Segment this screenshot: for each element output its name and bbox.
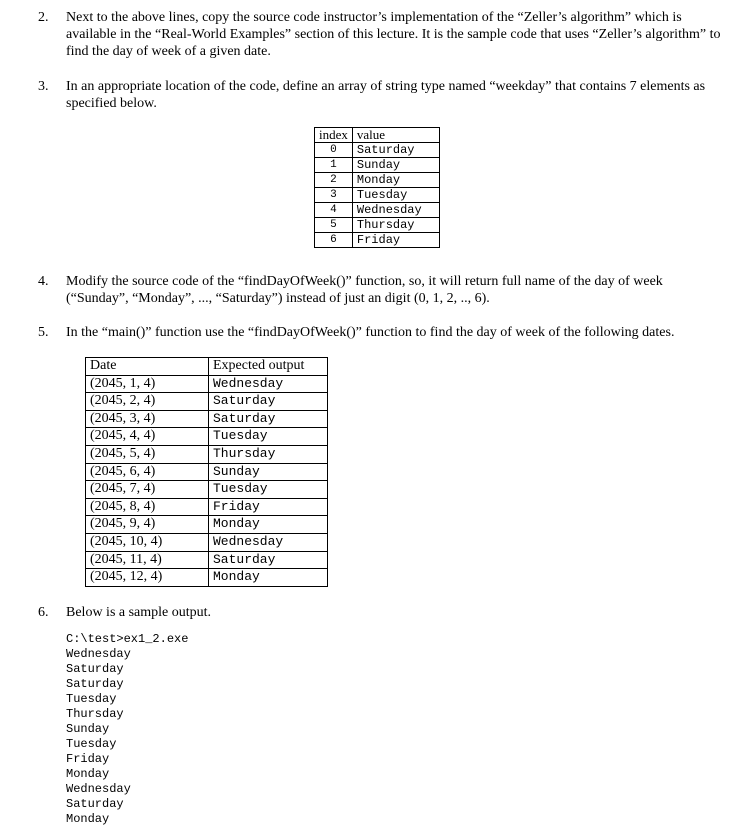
output-cell: Tuesday — [209, 481, 328, 499]
sample-output-line: Wednesday — [66, 647, 131, 661]
instruction-item-5 — [38, 324, 728, 341]
sample-output-line: Friday — [66, 752, 110, 766]
table-row — [86, 428, 328, 446]
value-cell: Sunday — [352, 158, 439, 173]
date-cell: (2045, 8, 4) — [86, 498, 209, 516]
output-cell: Saturday — [209, 393, 328, 411]
item-text: Modify the source code of the “findDayOfWeek()” function, so, it will return full name of the day of week (“Sunday”, “Monday”, ..., “Saturday”) instead of just an digit (0, 1, 2, .., 6). — [66, 274, 663, 306]
date-cell: (2045, 10, 4) — [86, 533, 209, 551]
index-cell: 4 — [315, 203, 353, 218]
index-cell: 1 — [315, 158, 353, 173]
sample-output-block — [66, 632, 188, 827]
instruction-item-6 — [38, 604, 728, 621]
index-cell: 6 — [315, 233, 353, 248]
date-cell: (2045, 9, 4) — [86, 516, 209, 534]
sample-output-line: Tuesday — [66, 737, 117, 751]
table-row — [315, 218, 440, 233]
table-row — [86, 463, 328, 481]
date-cell: (2045, 4, 4) — [86, 428, 209, 446]
output-cell: Monday — [209, 569, 328, 587]
item-text: In an appropriate location of the code, define an array of string type named “weekday” that contains 7 elements as specified below. — [66, 79, 706, 111]
item-number: 6. — [38, 605, 49, 620]
sample-output-line: Sunday — [66, 722, 110, 736]
table-row — [315, 203, 440, 218]
output-cell: Sunday — [209, 463, 328, 481]
table-row — [86, 393, 328, 411]
table-header-row — [86, 358, 328, 376]
item-number: 3. — [38, 79, 49, 94]
date-cell: (2045, 6, 4) — [86, 463, 209, 481]
output-cell: Saturday — [209, 410, 328, 428]
item-text: In the “main()” function use the “findDayOfWeek()” function to find the day of week of the following dates. — [66, 325, 675, 340]
header-value: value — [352, 128, 439, 143]
index-cell: 0 — [315, 143, 353, 158]
output-cell: Monday — [209, 516, 328, 534]
table-row — [315, 188, 440, 203]
header-index: index — [315, 128, 353, 143]
table-row — [86, 516, 328, 534]
table-row — [86, 481, 328, 499]
sample-command-line: C:\test>ex1_2.exe — [66, 632, 189, 646]
value-cell: Wednesday — [352, 203, 439, 218]
item-number: 4. — [38, 274, 49, 289]
output-cell: Saturday — [209, 551, 328, 569]
sample-output-line: Saturday — [66, 662, 124, 676]
dates-table — [85, 357, 328, 587]
instruction-item-2 — [38, 9, 728, 60]
date-cell: (2045, 7, 4) — [86, 481, 209, 499]
weekday-array-table — [314, 127, 440, 248]
output-cell: Thursday — [209, 445, 328, 463]
sample-output-line: Monday — [66, 812, 110, 826]
instruction-item-3 — [38, 78, 728, 112]
value-cell: Friday — [352, 233, 439, 248]
date-cell: (2045, 11, 4) — [86, 551, 209, 569]
value-cell: Thursday — [352, 218, 439, 233]
item-number: 2. — [38, 10, 49, 25]
item-number: 5. — [38, 325, 49, 340]
output-cell: Friday — [209, 498, 328, 516]
sample-output-line: Tuesday — [66, 692, 117, 706]
table-row — [86, 445, 328, 463]
table-header-row — [315, 128, 440, 143]
item-text: Next to the above lines, copy the source code instructor’s implementation of the “Zeller’s algorithm” which is available in the “Real-World Examples” section of this lecture. It is the sample code that uses “Zeller’s algorithm” to find the day of week of a given date. — [66, 10, 721, 59]
table-row — [86, 375, 328, 393]
sample-output-line: Saturday — [66, 797, 124, 811]
value-cell: Saturday — [352, 143, 439, 158]
sample-output-line: Monday — [66, 767, 110, 781]
output-cell: Wednesday — [209, 533, 328, 551]
table-row — [315, 173, 440, 188]
table-row — [315, 233, 440, 248]
table-row — [315, 143, 440, 158]
value-cell: Monday — [352, 173, 439, 188]
date-cell: (2045, 3, 4) — [86, 410, 209, 428]
index-cell: 5 — [315, 218, 353, 233]
header-date: Date — [86, 358, 209, 376]
date-cell: (2045, 2, 4) — [86, 393, 209, 411]
date-cell: (2045, 1, 4) — [86, 375, 209, 393]
date-cell: (2045, 5, 4) — [86, 445, 209, 463]
table-row — [315, 158, 440, 173]
table-row — [86, 551, 328, 569]
item-text: Below is a sample output. — [66, 605, 212, 620]
value-cell: Tuesday — [352, 188, 439, 203]
instruction-item-4 — [38, 273, 728, 307]
table-row — [86, 533, 328, 551]
table-row — [86, 569, 328, 587]
header-expected-output: Expected output — [209, 358, 328, 376]
index-cell: 3 — [315, 188, 353, 203]
index-cell: 2 — [315, 173, 353, 188]
table-row — [86, 498, 328, 516]
sample-output-line: Wednesday — [66, 782, 131, 796]
output-cell: Tuesday — [209, 428, 328, 446]
table-row — [86, 410, 328, 428]
sample-output-line: Thursday — [66, 707, 124, 721]
output-cell: Wednesday — [209, 375, 328, 393]
sample-output-line: Saturday — [66, 677, 124, 691]
date-cell: (2045, 12, 4) — [86, 569, 209, 587]
